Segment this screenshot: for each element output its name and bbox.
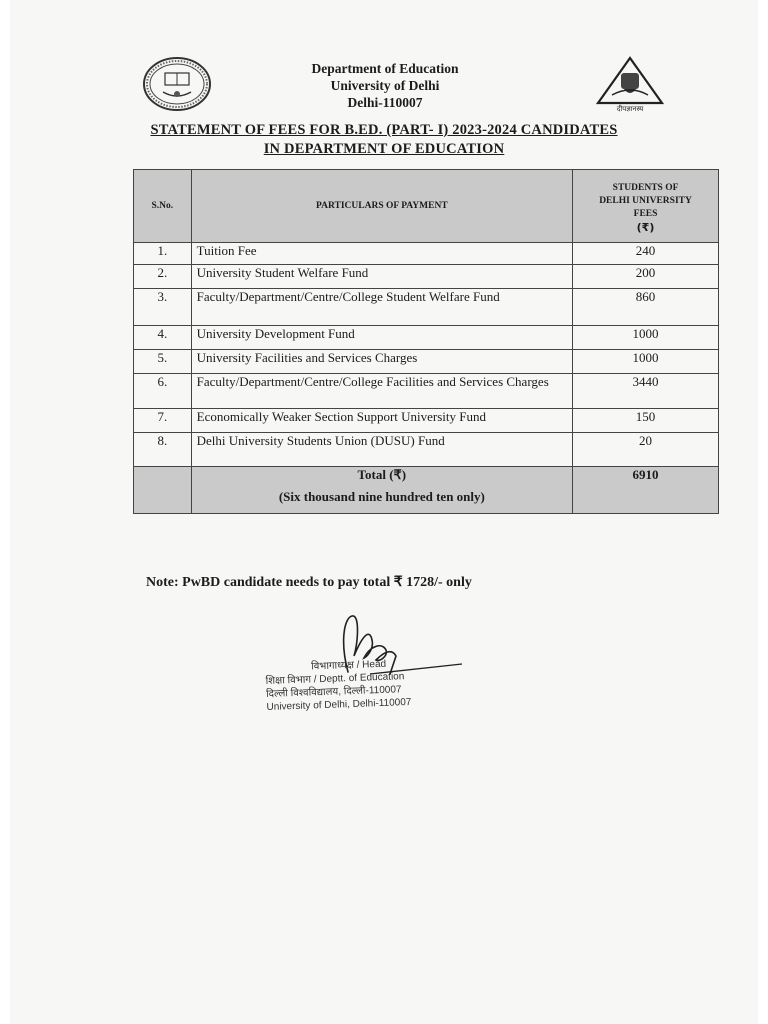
- row-sno: 4.: [134, 326, 192, 350]
- row-fee: 860: [573, 289, 719, 326]
- letterhead: [0, 0, 768, 120]
- signatory-designation: विभागाध्यक्ष / Head: [311, 658, 387, 673]
- row-particular: Delhi University Students Union (DUSU) Fund: [191, 433, 572, 467]
- row-particular: University Development Fund: [191, 326, 572, 350]
- header-particulars: PARTICULARS OF PAYMENT: [191, 170, 572, 243]
- department-emblem-logo: [594, 55, 666, 113]
- fees-table: [133, 169, 719, 514]
- table-row: [134, 374, 719, 409]
- table-row: [134, 433, 719, 467]
- title-line-1: STATEMENT OF FEES FOR B.ED. (PART- I) 2023-2024 CANDIDATES: [150, 122, 618, 138]
- title-line-2: IN DEPARTMENT OF EDUCATION: [263, 141, 505, 157]
- row-fee: 1000: [573, 350, 719, 374]
- table-row: [134, 243, 719, 265]
- pwbd-note: Note: PwBD candidate needs to pay total ₹ 1728/- only: [146, 575, 472, 590]
- university-name: University of Delhi: [330, 78, 440, 93]
- university-seal-logo: [141, 56, 213, 112]
- signatory-block: [265, 655, 467, 714]
- row-particular: Faculty/Department/Centre/College Facilities and Services Charges: [191, 374, 572, 409]
- row-particular: Faculty/Department/Centre/College Student Welfare Fund: [191, 289, 572, 326]
- header-fees-line-2: DELHI UNIVERSITY: [599, 196, 692, 206]
- row-sno: 3.: [134, 289, 192, 326]
- total-label: Total (₹): [357, 467, 407, 482]
- row-sno: 1.: [134, 243, 192, 265]
- table-row: [134, 326, 719, 350]
- header-fees: [573, 170, 719, 243]
- row-sno: 5.: [134, 350, 192, 374]
- signatory-department: शिक्षा विभाग / Deptt. of Education: [265, 671, 405, 687]
- header-fees-line-1: STUDENTS OF: [612, 183, 679, 193]
- table-row: [134, 265, 719, 289]
- header-sno: S.No.: [134, 170, 192, 243]
- row-sno: 2.: [134, 265, 192, 289]
- emblem-caption: दीपज्ञानस्य: [616, 105, 644, 113]
- row-particular: Economically Weaker Section Support University Fund: [191, 409, 572, 433]
- row-sno: 7.: [134, 409, 192, 433]
- row-fee: 20: [573, 433, 719, 467]
- header-fees-line-3: FEES: [633, 209, 658, 219]
- table-row: [134, 289, 719, 326]
- row-fee: 150: [573, 409, 719, 433]
- total-row: [134, 467, 719, 514]
- table-row: [134, 409, 719, 433]
- total-value: 6910: [573, 467, 719, 514]
- table-row: [134, 350, 719, 374]
- department-name: Department of Education: [311, 61, 459, 76]
- header-fees-currency: (₹): [636, 221, 655, 234]
- row-sno: 8.: [134, 433, 192, 467]
- row-particular: University Facilities and Services Charges: [191, 350, 572, 374]
- row-fee: 200: [573, 265, 719, 289]
- city-pin: Delhi-110007: [347, 95, 423, 110]
- table-header-row: [134, 170, 719, 243]
- row-fee: 1000: [573, 326, 719, 350]
- total-label-cell: [191, 467, 572, 514]
- signatory-address: University of Delhi, Delhi-110007: [266, 696, 412, 713]
- row-fee: 3440: [573, 374, 719, 409]
- signatory-hindi-address: दिल्ली विश्वविद्यालय, दिल्ली-110007: [265, 684, 402, 700]
- row-particular: University Student Welfare Fund: [191, 265, 572, 289]
- total-in-words: (Six thousand nine hundred ten only): [278, 489, 485, 504]
- total-blank-cell: [134, 467, 192, 514]
- document-title: [100, 121, 668, 159]
- row-particular: Tuition Fee: [191, 243, 572, 265]
- row-fee: 240: [573, 243, 719, 265]
- department-address: [260, 60, 510, 111]
- row-sno: 6.: [134, 374, 192, 409]
